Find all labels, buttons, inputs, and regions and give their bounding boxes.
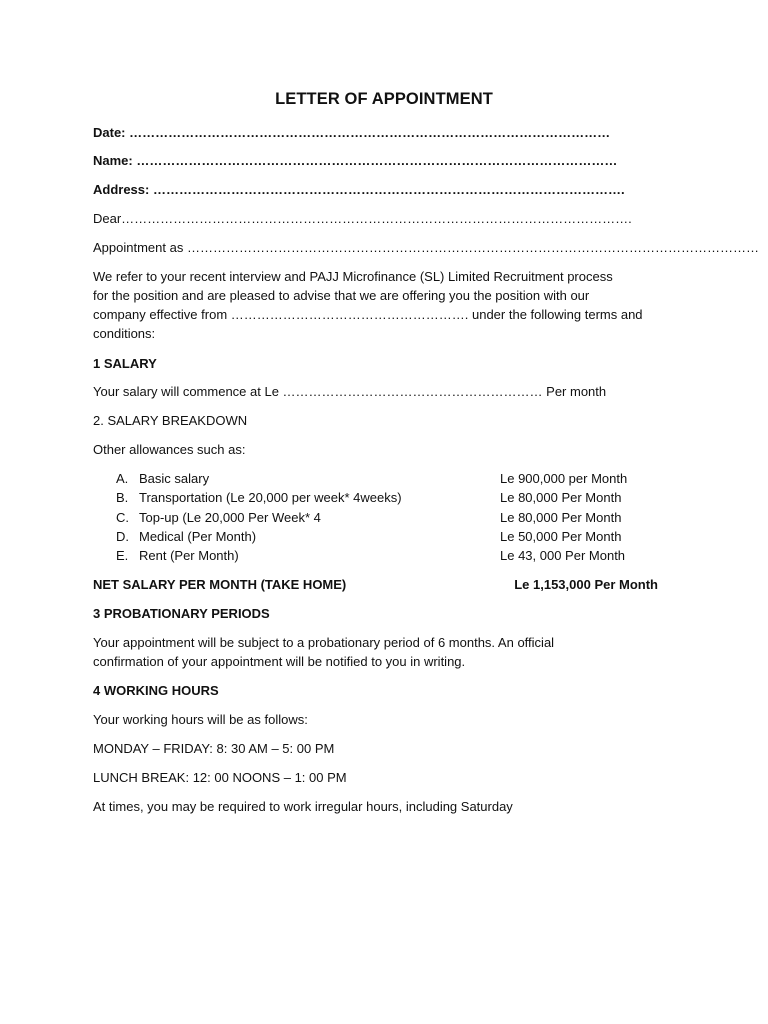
section-heading-probation: 3 PROBATIONARY PERIODS xyxy=(93,606,270,621)
salary-text: Your salary will commence at Le …………………………………………………… Per month xyxy=(93,384,607,399)
list-label: Top-up (Le 20,000 Per Week* 4 xyxy=(139,510,321,525)
list-marker: E. xyxy=(116,548,129,563)
list-item xyxy=(0,508,768,527)
date-field: Date: ………………………………………………………………………………………………… xyxy=(93,125,611,140)
intro-line: conditions: xyxy=(93,326,156,341)
intro-line: for the position and are pleased to advise that we are offering you the position with our xyxy=(93,288,590,303)
list-item xyxy=(0,469,768,488)
list-marker: D. xyxy=(116,529,129,544)
probation-line: Your appointment will be subject to a probationary period of 6 months. An official xyxy=(93,635,555,650)
probation-line: confirmation of your appointment will be notified to you in writing. xyxy=(93,654,466,669)
net-salary-amount: Le 1,153,000 Per Month xyxy=(514,577,658,592)
allowances-intro: Other allowances such as: xyxy=(93,442,246,457)
weekday-hours: MONDAY – FRIDAY: 8: 30 AM – 5: 00 PM xyxy=(93,741,335,756)
intro-line: company effective from ………………………………………………. under the following terms and xyxy=(93,307,643,322)
list-marker: A. xyxy=(116,471,129,486)
section-heading-salary-breakdown: 2. SALARY BREAKDOWN xyxy=(93,413,248,428)
working-hours-intro: Your working hours will be as follows: xyxy=(93,712,308,727)
net-salary-row xyxy=(0,575,768,594)
list-item xyxy=(0,488,768,507)
salutation-field: Dear………………………………………………………………………………………………………. xyxy=(93,211,632,226)
name-field: Name: ………………………………………………………………………………………………… xyxy=(93,153,618,168)
list-amount: Le 43, 000 Per Month xyxy=(500,548,626,563)
list-marker: C. xyxy=(116,510,129,525)
net-salary-label: NET SALARY PER MONTH (TAKE HOME) xyxy=(93,577,347,592)
list-amount: Le 80,000 Per Month xyxy=(500,510,622,525)
appointment-field: Appointment as …………………………………………………………………………………………………………………… xyxy=(93,240,759,255)
irregular-hours-note: At times, you may be required to work irregular hours, including Saturday xyxy=(93,799,513,814)
list-amount: Le 900,000 per Month xyxy=(500,471,628,486)
list-label: Basic salary xyxy=(139,471,210,486)
section-heading-salary: 1 SALARY xyxy=(93,356,157,371)
list-item xyxy=(0,546,768,565)
list-marker: B. xyxy=(116,490,129,505)
list-label: Rent (Per Month) xyxy=(139,548,239,563)
lunch-break-hours: LUNCH BREAK: 12: 00 NOONS – 1: 00 PM xyxy=(93,770,347,785)
list-amount: Le 50,000 Per Month xyxy=(500,529,622,544)
list-amount: Le 80,000 Per Month xyxy=(500,490,622,505)
list-label: Transportation (Le 20,000 per week* 4weeks) xyxy=(139,490,402,505)
page-title: LETTER OF APPOINTMENT xyxy=(275,90,493,108)
section-heading-working-hours: 4 WORKING HOURS xyxy=(93,683,219,698)
list-item xyxy=(0,527,768,546)
address-field: Address: ………………………………………………………………………………………………. xyxy=(93,182,625,197)
intro-line: We refer to your recent interview and PAJJ Microfinance (SL) Limited Recruitment process xyxy=(93,269,613,284)
list-label: Medical (Per Month) xyxy=(139,529,257,544)
